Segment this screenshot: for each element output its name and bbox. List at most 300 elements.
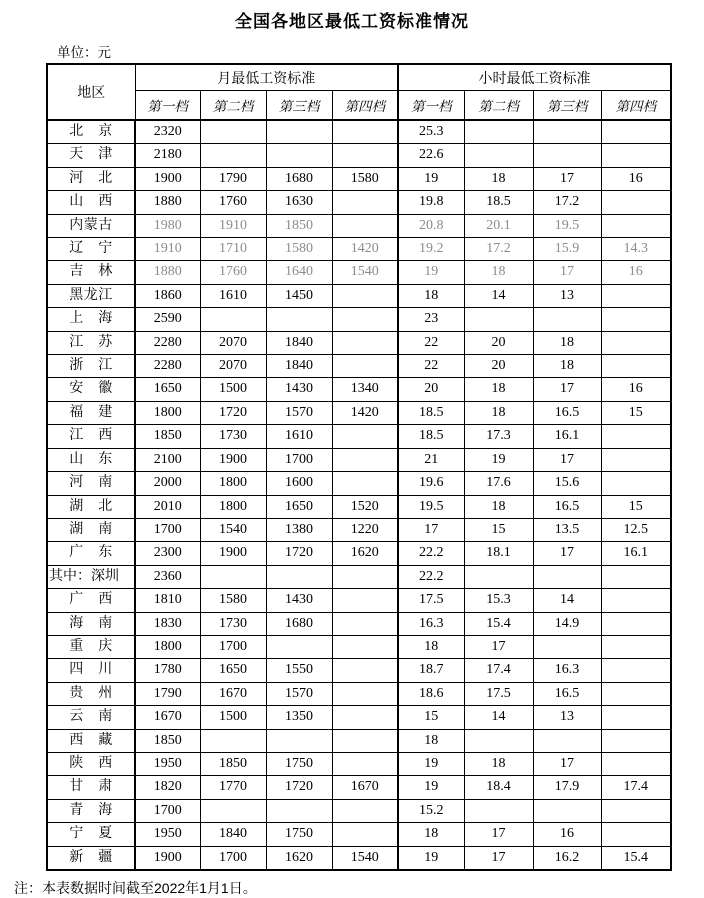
monthly-tier-4-cell — [332, 448, 398, 471]
table-row — [47, 518, 671, 541]
hourly-tier-1-cell: 18 — [398, 823, 464, 846]
monthly-tier-2-cell: 2070 — [200, 331, 266, 354]
hourly-tier-4-cell: 16 — [601, 167, 671, 190]
region-cell: 四 川 — [47, 659, 135, 682]
hourly-tier-3-cell — [533, 144, 601, 167]
monthly-tier-4-cell — [332, 214, 398, 237]
monthly-tier-4-cell: 1670 — [332, 776, 398, 799]
table-row — [47, 448, 671, 471]
monthly-tier-3-cell: 1620 — [266, 846, 332, 870]
monthly-tier-2-cell: 1580 — [200, 589, 266, 612]
monthly-tier-2-cell — [200, 144, 266, 167]
hourly-tier-2-cell: 18.4 — [464, 776, 533, 799]
hourly-tier-1-cell: 22 — [398, 355, 464, 378]
monthly-tier-2-cell: 1710 — [200, 238, 266, 261]
hourly-tier-2-cell: 14 — [464, 706, 533, 729]
monthly-tier-3-cell: 1680 — [266, 167, 332, 190]
region-cell: 广 东 — [47, 542, 135, 565]
hourly-tier-2-cell: 17 — [464, 823, 533, 846]
hourly-tier-4-cell — [601, 308, 671, 331]
table-row — [47, 401, 671, 424]
hourly-tier-4-cell: 12.5 — [601, 518, 671, 541]
hourly-tier-2-cell: 17.4 — [464, 659, 533, 682]
monthly-tier-4-cell — [332, 635, 398, 658]
table-row — [47, 261, 671, 284]
hourly-tier-1-cell: 15 — [398, 706, 464, 729]
monthly-tier-2-cell — [200, 729, 266, 752]
monthly-tier-3-cell: 1840 — [266, 355, 332, 378]
table-row — [47, 331, 671, 354]
region-cell: 云 南 — [47, 706, 135, 729]
monthly-tier-2-cell: 1730 — [200, 612, 266, 635]
region-cell: 江 苏 — [47, 331, 135, 354]
monthly-tier-1-cell: 1950 — [135, 752, 200, 775]
hourly-tier-4-cell — [601, 706, 671, 729]
hourly-tier-2-cell: 17.6 — [464, 472, 533, 495]
monthly-tier-3-cell — [266, 565, 332, 588]
monthly-tier-1-cell: 1910 — [135, 238, 200, 261]
monthly-tier-2-cell — [200, 799, 266, 822]
region-cell: 安 徽 — [47, 378, 135, 401]
hourly-tier-4-cell — [601, 355, 671, 378]
monthly-tier-1-cell: 1810 — [135, 589, 200, 612]
monthly-tier-3-cell: 1430 — [266, 589, 332, 612]
region-cell: 重 庆 — [47, 635, 135, 658]
monthly-tier-4-cell — [332, 308, 398, 331]
monthly-tier-2-cell: 1730 — [200, 425, 266, 448]
hourly-tier-1-cell: 19.6 — [398, 472, 464, 495]
hourly-tier-3-cell: 17.2 — [533, 191, 601, 214]
hourly-tier-2-cell: 20.1 — [464, 214, 533, 237]
monthly-tier-2-cell: 1760 — [200, 191, 266, 214]
monthly-tier-4-cell — [332, 823, 398, 846]
monthly-tier-1-cell: 1980 — [135, 214, 200, 237]
region-cell: 西 藏 — [47, 729, 135, 752]
hourly-tier-3-cell: 19.5 — [533, 214, 601, 237]
monthly-tier-2-cell: 1500 — [200, 706, 266, 729]
group-header-row — [47, 64, 671, 91]
monthly-tier-2-cell: 1650 — [200, 659, 266, 682]
hourly-tier-3-cell: 16 — [533, 823, 601, 846]
monthly-tier-4-cell — [332, 799, 398, 822]
footnote: 注：本表数据时间截至2022年1月1日。 — [14, 880, 257, 896]
region-cell: 辽 宁 — [47, 238, 135, 261]
hourly-tier-2-cell: 17 — [464, 846, 533, 870]
hourly-tier-4-cell — [601, 659, 671, 682]
monthly-tier-2-cell: 1910 — [200, 214, 266, 237]
hourly-tier-3-cell — [533, 565, 601, 588]
hourly-tier-3-cell: 16.5 — [533, 401, 601, 424]
hourly-tier-2-cell — [464, 729, 533, 752]
hourly-tier-4-cell — [601, 682, 671, 705]
monthly-tier-1-cell: 2010 — [135, 495, 200, 518]
monthly-tier-4-cell: 1340 — [332, 378, 398, 401]
hourly-tier-1-cell: 25.3 — [398, 120, 464, 144]
hourly-tier-3-cell — [533, 635, 601, 658]
hourly-tier-2-cell: 20 — [464, 355, 533, 378]
hourly-tier-3-cell: 16.2 — [533, 846, 601, 870]
region-cell: 上 海 — [47, 308, 135, 331]
monthly-tier-3-cell: 1570 — [266, 401, 332, 424]
hourly-tier-3-cell — [533, 120, 601, 144]
monthly-tier-2-cell: 1700 — [200, 635, 266, 658]
monthly-tier-1-cell: 2360 — [135, 565, 200, 588]
region-column-header: 地区 — [47, 64, 135, 120]
monthly-tier-1-cell: 2280 — [135, 331, 200, 354]
hourly-tier-1-cell: 19 — [398, 167, 464, 190]
hourly-tier-2-cell: 17.3 — [464, 425, 533, 448]
region-cell: 天 津 — [47, 144, 135, 167]
monthly-tier-1-cell: 2100 — [135, 448, 200, 471]
hourly-tier-2-cell: 18.1 — [464, 542, 533, 565]
hourly-tier-2-cell: 17 — [464, 635, 533, 658]
hourly-tier-1-cell: 20.8 — [398, 214, 464, 237]
monthly-tier-1-cell: 1780 — [135, 659, 200, 682]
table-row — [47, 846, 671, 870]
hourly-tier-2-cell — [464, 144, 533, 167]
hourly-tier-3-header: 第三档 — [533, 91, 601, 121]
hourly-tier-3-cell: 13 — [533, 284, 601, 307]
monthly-tier-2-cell: 1720 — [200, 401, 266, 424]
hourly-tier-4-cell — [601, 120, 671, 144]
hourly-tier-4-cell: 15 — [601, 495, 671, 518]
hourly-tier-4-cell — [601, 425, 671, 448]
monthly-tier-4-cell: 1220 — [332, 518, 398, 541]
hourly-tier-4-cell — [601, 823, 671, 846]
monthly-tier-3-cell: 1570 — [266, 682, 332, 705]
monthly-tier-4-cell — [332, 612, 398, 635]
hourly-tier-3-cell — [533, 729, 601, 752]
hourly-tier-1-cell: 23 — [398, 308, 464, 331]
table-row — [47, 308, 671, 331]
hourly-group-header: 小时最低工资标准 — [398, 64, 671, 91]
monthly-tier-2-cell — [200, 565, 266, 588]
monthly-tier-2-cell: 1900 — [200, 542, 266, 565]
hourly-tier-1-cell: 22.2 — [398, 542, 464, 565]
monthly-tier-2-cell: 2070 — [200, 355, 266, 378]
hourly-tier-1-cell: 18 — [398, 284, 464, 307]
monthly-tier-2-cell: 1850 — [200, 752, 266, 775]
hourly-tier-1-cell: 19 — [398, 846, 464, 870]
hourly-tier-4-cell — [601, 331, 671, 354]
table-row — [47, 144, 671, 167]
hourly-tier-1-cell: 18.6 — [398, 682, 464, 705]
hourly-tier-4-cell — [601, 214, 671, 237]
monthly-tier-1-cell: 1880 — [135, 191, 200, 214]
monthly-tier-1-header: 第一档 — [135, 91, 200, 121]
monthly-tier-2-cell: 1800 — [200, 495, 266, 518]
hourly-tier-4-header: 第四档 — [601, 91, 671, 121]
hourly-tier-4-cell — [601, 284, 671, 307]
monthly-tier-2-cell — [200, 308, 266, 331]
table-row — [47, 612, 671, 635]
monthly-tier-4-cell — [332, 706, 398, 729]
region-cell: 湖 南 — [47, 518, 135, 541]
hourly-tier-1-cell: 17.5 — [398, 589, 464, 612]
monthly-group-header: 月最低工资标准 — [135, 64, 398, 91]
monthly-tier-3-cell: 1720 — [266, 776, 332, 799]
monthly-tier-3-cell: 1580 — [266, 238, 332, 261]
hourly-tier-2-cell: 18 — [464, 752, 533, 775]
monthly-tier-2-cell: 1790 — [200, 167, 266, 190]
hourly-tier-4-cell — [601, 565, 671, 588]
hourly-tier-2-cell: 18 — [464, 401, 533, 424]
hourly-tier-3-cell: 17 — [533, 167, 601, 190]
hourly-tier-2-cell: 17.5 — [464, 682, 533, 705]
monthly-tier-3-cell: 1650 — [266, 495, 332, 518]
hourly-tier-1-cell: 19.5 — [398, 495, 464, 518]
hourly-tier-3-cell: 16.5 — [533, 495, 601, 518]
monthly-tier-3-cell: 1350 — [266, 706, 332, 729]
hourly-tier-4-cell — [601, 612, 671, 635]
tier-header-row — [47, 91, 671, 121]
monthly-tier-1-cell: 1880 — [135, 261, 200, 284]
hourly-tier-3-cell: 17 — [533, 448, 601, 471]
monthly-tier-4-cell — [332, 120, 398, 144]
monthly-tier-1-cell: 1830 — [135, 612, 200, 635]
monthly-tier-3-header: 第三档 — [266, 91, 332, 121]
table-row — [47, 682, 671, 705]
hourly-tier-4-cell — [601, 448, 671, 471]
monthly-tier-3-cell: 1840 — [266, 331, 332, 354]
region-cell: 甘 肃 — [47, 776, 135, 799]
monthly-tier-1-cell: 1950 — [135, 823, 200, 846]
region-cell: 江 西 — [47, 425, 135, 448]
monthly-tier-4-cell — [332, 752, 398, 775]
monthly-tier-1-cell: 2590 — [135, 308, 200, 331]
monthly-tier-3-cell: 1750 — [266, 752, 332, 775]
monthly-tier-3-cell: 1750 — [266, 823, 332, 846]
hourly-tier-2-cell: 18 — [464, 167, 533, 190]
monthly-tier-1-cell: 1850 — [135, 729, 200, 752]
region-cell: 浙 江 — [47, 355, 135, 378]
monthly-tier-2-cell: 1500 — [200, 378, 266, 401]
hourly-tier-4-cell: 15 — [601, 401, 671, 424]
table-row — [47, 284, 671, 307]
hourly-tier-1-cell: 22 — [398, 331, 464, 354]
region-cell: 宁 夏 — [47, 823, 135, 846]
page-title: 全国各地区最低工资标准情况 — [235, 12, 469, 31]
monthly-tier-1-cell: 1650 — [135, 378, 200, 401]
table-row — [47, 472, 671, 495]
hourly-tier-3-cell: 14 — [533, 589, 601, 612]
table-row — [47, 378, 671, 401]
table-row — [47, 565, 671, 588]
monthly-tier-1-cell: 2280 — [135, 355, 200, 378]
monthly-tier-4-cell: 1420 — [332, 401, 398, 424]
table-body — [47, 120, 671, 870]
hourly-tier-1-cell: 19 — [398, 776, 464, 799]
hourly-tier-1-cell: 19 — [398, 261, 464, 284]
region-cell: 山 东 — [47, 448, 135, 471]
hourly-tier-2-cell — [464, 565, 533, 588]
monthly-tier-3-cell: 1430 — [266, 378, 332, 401]
region-cell: 吉 林 — [47, 261, 135, 284]
monthly-tier-1-cell: 2320 — [135, 120, 200, 144]
hourly-tier-2-header: 第二档 — [464, 91, 533, 121]
hourly-tier-2-cell: 18 — [464, 378, 533, 401]
monthly-tier-1-cell: 1800 — [135, 635, 200, 658]
monthly-tier-4-header: 第四档 — [332, 91, 398, 121]
hourly-tier-3-cell: 17 — [533, 378, 601, 401]
table-row — [47, 589, 671, 612]
hourly-tier-2-cell: 20 — [464, 331, 533, 354]
monthly-tier-1-cell: 1900 — [135, 167, 200, 190]
monthly-tier-4-cell — [332, 144, 398, 167]
hourly-tier-3-cell: 17.9 — [533, 776, 601, 799]
hourly-tier-1-cell: 19 — [398, 752, 464, 775]
monthly-tier-4-cell — [332, 659, 398, 682]
hourly-tier-1-cell: 22.2 — [398, 565, 464, 588]
hourly-tier-1-cell: 20 — [398, 378, 464, 401]
hourly-tier-3-cell: 16.3 — [533, 659, 601, 682]
table-row — [47, 752, 671, 775]
table-row — [47, 542, 671, 565]
hourly-tier-1-cell: 19.8 — [398, 191, 464, 214]
monthly-tier-3-cell: 1700 — [266, 448, 332, 471]
monthly-tier-3-cell: 1630 — [266, 191, 332, 214]
hourly-tier-3-cell — [533, 799, 601, 822]
unit-label: 单位：元 — [57, 45, 111, 60]
monthly-tier-4-cell — [332, 729, 398, 752]
monthly-tier-1-cell: 1700 — [135, 518, 200, 541]
table-row — [47, 191, 671, 214]
hourly-tier-3-cell: 17 — [533, 542, 601, 565]
hourly-tier-3-cell: 13.5 — [533, 518, 601, 541]
monthly-tier-2-cell: 1700 — [200, 846, 266, 870]
hourly-tier-3-cell: 15.6 — [533, 472, 601, 495]
region-cell: 青 海 — [47, 799, 135, 822]
table-row — [47, 823, 671, 846]
region-cell: 山 西 — [47, 191, 135, 214]
hourly-tier-3-cell: 18 — [533, 355, 601, 378]
region-cell: 湖 北 — [47, 495, 135, 518]
hourly-tier-3-cell: 15.9 — [533, 238, 601, 261]
region-cell: 其中：深圳 — [47, 565, 135, 588]
hourly-tier-3-cell: 18 — [533, 331, 601, 354]
region-cell: 黑龙江 — [47, 284, 135, 307]
hourly-tier-2-cell: 18 — [464, 261, 533, 284]
hourly-tier-2-cell: 17.2 — [464, 238, 533, 261]
hourly-tier-1-cell: 18.7 — [398, 659, 464, 682]
monthly-tier-1-cell: 1850 — [135, 425, 200, 448]
table-row — [47, 120, 671, 144]
hourly-tier-1-cell: 18 — [398, 729, 464, 752]
table-row — [47, 355, 671, 378]
monthly-tier-3-cell: 1380 — [266, 518, 332, 541]
hourly-tier-4-cell — [601, 752, 671, 775]
monthly-tier-4-cell: 1420 — [332, 238, 398, 261]
monthly-tier-2-cell: 1670 — [200, 682, 266, 705]
monthly-tier-3-cell: 1850 — [266, 214, 332, 237]
table-header — [47, 64, 671, 120]
monthly-tier-1-cell: 2300 — [135, 542, 200, 565]
hourly-tier-2-cell — [464, 120, 533, 144]
hourly-tier-3-cell: 16.5 — [533, 682, 601, 705]
monthly-tier-4-cell — [332, 284, 398, 307]
monthly-tier-4-cell — [332, 331, 398, 354]
monthly-tier-4-cell: 1540 — [332, 846, 398, 870]
region-cell: 陕 西 — [47, 752, 135, 775]
hourly-tier-2-cell: 15.4 — [464, 612, 533, 635]
hourly-tier-4-cell: 16.1 — [601, 542, 671, 565]
monthly-tier-2-cell — [200, 120, 266, 144]
region-cell: 福 建 — [47, 401, 135, 424]
hourly-tier-4-cell — [601, 799, 671, 822]
monthly-tier-4-cell — [332, 682, 398, 705]
monthly-tier-4-cell: 1520 — [332, 495, 398, 518]
hourly-tier-4-cell: 15.4 — [601, 846, 671, 870]
monthly-tier-3-cell — [266, 635, 332, 658]
hourly-tier-4-cell: 17.4 — [601, 776, 671, 799]
region-cell: 新 疆 — [47, 846, 135, 870]
monthly-tier-4-cell — [332, 425, 398, 448]
monthly-tier-3-cell — [266, 144, 332, 167]
table-row — [47, 706, 671, 729]
hourly-tier-3-cell: 17 — [533, 752, 601, 775]
region-cell: 海 南 — [47, 612, 135, 635]
table-row — [47, 776, 671, 799]
hourly-tier-3-cell — [533, 308, 601, 331]
hourly-tier-1-cell: 22.6 — [398, 144, 464, 167]
table-row — [47, 214, 671, 237]
monthly-tier-3-cell: 1550 — [266, 659, 332, 682]
hourly-tier-3-cell: 13 — [533, 706, 601, 729]
hourly-tier-1-cell: 18.5 — [398, 401, 464, 424]
hourly-tier-2-cell: 15 — [464, 518, 533, 541]
region-cell: 河 北 — [47, 167, 135, 190]
hourly-tier-4-cell — [601, 191, 671, 214]
monthly-tier-3-cell: 1640 — [266, 261, 332, 284]
min-wage-table — [46, 63, 672, 871]
hourly-tier-2-cell — [464, 308, 533, 331]
hourly-tier-3-cell: 16.1 — [533, 425, 601, 448]
monthly-tier-4-cell: 1540 — [332, 261, 398, 284]
hourly-tier-1-header: 第一档 — [398, 91, 464, 121]
hourly-tier-4-cell: 14.3 — [601, 238, 671, 261]
hourly-tier-1-cell: 21 — [398, 448, 464, 471]
monthly-tier-3-cell: 1450 — [266, 284, 332, 307]
table-row — [47, 167, 671, 190]
monthly-tier-4-cell — [332, 589, 398, 612]
monthly-tier-3-cell: 1610 — [266, 425, 332, 448]
hourly-tier-1-cell: 15.2 — [398, 799, 464, 822]
region-cell: 内蒙古 — [47, 214, 135, 237]
hourly-tier-1-cell: 19.2 — [398, 238, 464, 261]
monthly-tier-1-cell: 1900 — [135, 846, 200, 870]
region-cell: 贵 州 — [47, 682, 135, 705]
monthly-tier-2-cell: 1800 — [200, 472, 266, 495]
hourly-tier-4-cell — [601, 144, 671, 167]
monthly-tier-1-cell: 1670 — [135, 706, 200, 729]
region-cell: 广 西 — [47, 589, 135, 612]
monthly-tier-3-cell — [266, 308, 332, 331]
monthly-tier-2-cell: 1540 — [200, 518, 266, 541]
monthly-tier-2-cell: 1770 — [200, 776, 266, 799]
hourly-tier-2-cell: 14 — [464, 284, 533, 307]
monthly-tier-1-cell: 2180 — [135, 144, 200, 167]
monthly-tier-1-cell: 1860 — [135, 284, 200, 307]
monthly-tier-2-cell: 1900 — [200, 448, 266, 471]
hourly-tier-2-cell: 18.5 — [464, 191, 533, 214]
hourly-tier-4-cell: 16 — [601, 378, 671, 401]
monthly-tier-3-cell: 1680 — [266, 612, 332, 635]
monthly-tier-4-cell: 1580 — [332, 167, 398, 190]
monthly-tier-3-cell — [266, 729, 332, 752]
monthly-tier-1-cell: 1790 — [135, 682, 200, 705]
monthly-tier-1-cell: 1820 — [135, 776, 200, 799]
monthly-tier-1-cell: 1800 — [135, 401, 200, 424]
